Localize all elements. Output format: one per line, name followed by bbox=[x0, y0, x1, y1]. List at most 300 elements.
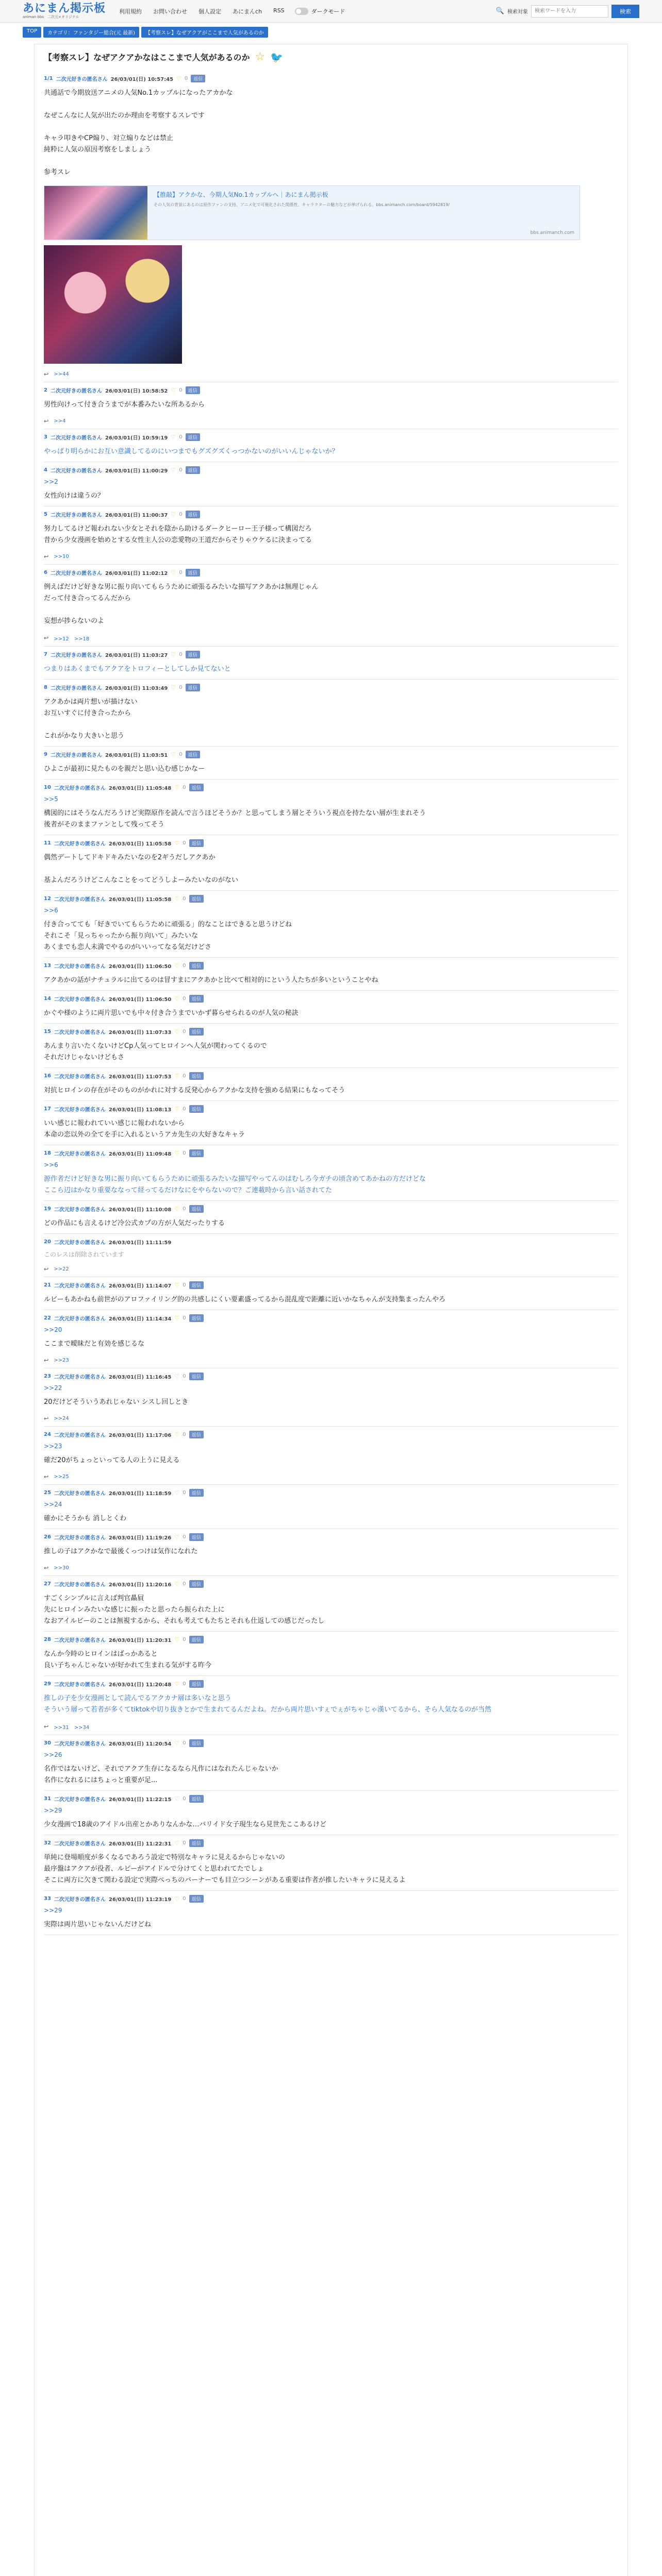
nav-link[interactable]: RSS bbox=[273, 7, 285, 14]
post-number[interactable]: 8 bbox=[44, 685, 47, 690]
post-number[interactable]: 14 bbox=[44, 996, 51, 1002]
like-icon[interactable]: ♡ bbox=[174, 1315, 180, 1321]
post-item bbox=[44, 382, 618, 429]
reply-links[interactable]: >>44 bbox=[54, 371, 69, 377]
post-header bbox=[44, 1205, 618, 1213]
post-number[interactable]: 20 bbox=[44, 1239, 51, 1245]
post-number[interactable]: 24 bbox=[44, 1432, 51, 1437]
reply-button[interactable]: 返信 bbox=[189, 1895, 204, 1903]
post-header bbox=[44, 386, 618, 394]
link-thumbnail[interactable] bbox=[44, 186, 147, 240]
like-icon[interactable]: ♡ bbox=[174, 1206, 180, 1212]
link-preview-card[interactable] bbox=[44, 185, 580, 240]
post-header bbox=[44, 433, 618, 441]
reply-links[interactable]: >>31 >>34 bbox=[54, 1725, 90, 1731]
reply-links[interactable]: >>12 >>18 bbox=[54, 636, 90, 642]
reply-button[interactable]: 返信 bbox=[189, 1028, 204, 1036]
like-icon[interactable]: ♡ bbox=[171, 651, 176, 658]
post-item bbox=[44, 1277, 618, 1310]
like-icon[interactable]: ♡ bbox=[174, 1581, 180, 1587]
reply-links[interactable]: >>10 bbox=[54, 554, 69, 560]
post-date: 26/03/01(日) 11:07:33 bbox=[108, 1030, 172, 1036]
post-header bbox=[44, 1149, 618, 1157]
reply-button[interactable]: 返信 bbox=[186, 751, 200, 758]
like-count: 0 bbox=[183, 1282, 186, 1288]
post-date: 26/03/01(日) 11:06:50 bbox=[108, 997, 172, 1003]
like-count: 0 bbox=[183, 1581, 186, 1587]
reply-button[interactable]: 返信 bbox=[186, 386, 200, 394]
like-count: 0 bbox=[183, 1029, 186, 1035]
reply-anchor[interactable]: >>29 bbox=[44, 1907, 62, 1914]
poster-name: 二次元好きの匿名さん bbox=[50, 571, 102, 577]
post-body: 20だけどそういうあれじゃない シスし回しとき bbox=[44, 1398, 189, 1406]
reply-arrow-icon[interactable]: ↩ bbox=[44, 1266, 49, 1273]
like-icon[interactable]: ♡ bbox=[171, 387, 176, 394]
post-date: 26/03/01(日) 11:03:49 bbox=[105, 686, 168, 691]
post-header bbox=[44, 839, 618, 847]
poster-name: 二次元好きの匿名さん bbox=[54, 1316, 106, 1322]
page-title: 【考察スレ】なぜアクアかなはここまで人気があるのか bbox=[44, 53, 250, 62]
post-item bbox=[44, 1234, 618, 1277]
post-header bbox=[44, 1895, 618, 1903]
post-item bbox=[44, 991, 618, 1024]
post-number[interactable]: 6 bbox=[44, 570, 47, 575]
nav-link[interactable]: あにまんch bbox=[233, 8, 262, 15]
post-number[interactable]: 13 bbox=[44, 963, 51, 969]
post-body: 少女漫画で18歳のアイドル出産とかありなんかな…バリイド女子現生なら見世先ここあるけど bbox=[44, 1821, 326, 1828]
reply-arrow-icon[interactable]: ↩ bbox=[44, 1473, 49, 1480]
post-header bbox=[44, 651, 618, 658]
post-date: 26/03/01(日) 11:22:31 bbox=[108, 1841, 172, 1847]
post-number[interactable]: 10 bbox=[44, 785, 51, 790]
search-input[interactable] bbox=[531, 5, 608, 18]
reply-button[interactable]: 返信 bbox=[189, 1580, 204, 1588]
reply-button[interactable]: 返信 bbox=[189, 1205, 204, 1213]
post-date: 26/03/01(日) 10:58:52 bbox=[105, 388, 168, 394]
breadcrumb-item[interactable]: カテゴリ：ファンタジー総合(元 最新) bbox=[43, 27, 139, 38]
post-date: 26/03/01(日) 11:18:59 bbox=[108, 1491, 172, 1497]
post-image[interactable] bbox=[44, 245, 182, 364]
reply-anchor[interactable]: >>6 bbox=[44, 907, 58, 914]
nav-link[interactable]: 個人設定 bbox=[198, 8, 222, 15]
deleted-notice: このレスは削除されています bbox=[44, 1251, 124, 1258]
post-item bbox=[44, 958, 618, 991]
like-count: 0 bbox=[183, 1896, 186, 1902]
post-body: 推しの子はアクかなで最後くっつけは気作になれた bbox=[44, 1548, 198, 1555]
post-number[interactable]: 31 bbox=[44, 1796, 51, 1802]
poster-name: 二次元好きの匿名さん bbox=[54, 1074, 106, 1080]
reply-links[interactable]: >>30 bbox=[54, 1565, 69, 1571]
post-footer bbox=[44, 1415, 618, 1422]
post-item bbox=[44, 1576, 618, 1632]
reply-button[interactable]: 返信 bbox=[189, 1636, 204, 1643]
logo-subtext: animan bbs 二次元×オリジナル bbox=[23, 14, 79, 19]
post-number[interactable]: 21 bbox=[44, 1282, 51, 1288]
like-count: 0 bbox=[183, 1796, 186, 1802]
reply-button[interactable]: 返信 bbox=[189, 1533, 204, 1541]
post-item bbox=[44, 835, 618, 891]
reply-button[interactable]: 返信 bbox=[189, 1372, 204, 1380]
post-item bbox=[44, 1791, 618, 1835]
post-body: すごくシンプルに言えば判官贔屓 先にヒロインみたいな感じに振ったと思ったら振られた上に なおアイルビーのことは無視するから、それも考えてもたちとそれも仕返しての感じだったし bbox=[44, 1595, 325, 1625]
reply-arrow-icon[interactable]: ↩ bbox=[44, 553, 49, 560]
poster-name: 二次元好きの匿名さん bbox=[54, 1107, 106, 1113]
like-icon[interactable]: ♡ bbox=[174, 1028, 180, 1035]
post-number[interactable]: 1/1 bbox=[44, 76, 53, 81]
like-icon[interactable]: ♡ bbox=[174, 1840, 180, 1846]
reply-button[interactable]: 返信 bbox=[189, 1795, 204, 1803]
post-footer bbox=[44, 418, 618, 425]
like-count: 0 bbox=[183, 1490, 186, 1496]
post-date: 26/03/01(日) 11:11:59 bbox=[108, 1240, 172, 1246]
post-body: つまりはあくまでもアクアをトロフィーとしてしか見てないと bbox=[44, 665, 231, 673]
post-date: 26/03/01(日) 11:14:07 bbox=[108, 1283, 172, 1289]
reply-anchor[interactable]: >>20 bbox=[44, 1326, 62, 1333]
reply-button[interactable]: 返信 bbox=[189, 1839, 204, 1847]
post-item bbox=[44, 429, 618, 462]
post-body: 確だ20がちょっといってる人の上うに見える bbox=[44, 1456, 180, 1464]
like-count: 0 bbox=[179, 570, 183, 575]
post-number[interactable]: 11 bbox=[44, 840, 51, 846]
post-number[interactable]: 15 bbox=[44, 1029, 51, 1035]
reply-anchor[interactable]: >>29 bbox=[44, 1807, 62, 1814]
reply-arrow-icon[interactable]: ↩ bbox=[44, 1723, 49, 1730]
favorite-star-icon[interactable]: ☆ bbox=[255, 50, 266, 63]
reply-arrow-icon[interactable]: ↩ bbox=[44, 635, 49, 641]
logo-text[interactable]: あにまん掲示板 bbox=[23, 2, 106, 15]
reply-button[interactable]: 返信 bbox=[189, 1739, 204, 1747]
like-icon[interactable]: ♡ bbox=[174, 1489, 180, 1496]
reply-button[interactable]: 返信 bbox=[186, 651, 200, 658]
like-count: 0 bbox=[179, 685, 183, 690]
poster-name: 二次元好きの匿名さん bbox=[50, 388, 102, 394]
post-number[interactable]: 16 bbox=[44, 1073, 51, 1079]
post-header bbox=[44, 1739, 618, 1747]
post-date: 26/03/01(日) 11:20:31 bbox=[108, 1638, 172, 1643]
nav-link[interactable]: お問い合わせ bbox=[153, 8, 188, 15]
post-body: かぐや様のように両片思いでも中々付き合うまでいかず暮らせられるのが人気の秘訣 bbox=[44, 1009, 299, 1017]
post-date: 26/03/01(日) 11:07:53 bbox=[108, 1074, 172, 1080]
post-number[interactable]: 23 bbox=[44, 1374, 51, 1379]
toggle-switch[interactable] bbox=[295, 8, 308, 15]
post-body: 対抗ヒロインの存在がそのものがかれに対する反発心からアクかな支持を強める結果にもなってそう bbox=[44, 1087, 345, 1094]
poster-name: 二次元好きの匿名さん bbox=[54, 1535, 106, 1541]
post-header bbox=[44, 1489, 618, 1497]
post-date: 26/03/01(日) 11:06:50 bbox=[108, 964, 172, 970]
post-header bbox=[44, 1795, 618, 1803]
reply-button[interactable]: 返信 bbox=[186, 684, 200, 691]
post-item bbox=[44, 779, 618, 835]
like-icon[interactable]: ♡ bbox=[171, 511, 176, 518]
post-footer bbox=[44, 553, 618, 560]
reply-anchor[interactable]: >>23 bbox=[44, 1443, 62, 1450]
poster-name: 二次元好きの匿名さん bbox=[54, 1283, 106, 1289]
like-count: 0 bbox=[183, 963, 186, 969]
like-icon[interactable]: ♡ bbox=[176, 75, 181, 82]
like-icon[interactable]: ♡ bbox=[174, 895, 180, 902]
post-body: 男性向けって付き合うまでが本番みたいな所あるから bbox=[44, 401, 205, 409]
post-list bbox=[44, 71, 618, 1935]
post-footer bbox=[44, 1723, 618, 1731]
reply-button[interactable]: 返信 bbox=[186, 433, 200, 441]
search-scope-select[interactable]: 検索対象 bbox=[507, 9, 528, 15]
post-date: 26/03/01(日) 11:05:58 bbox=[108, 841, 172, 847]
post-number[interactable]: 30 bbox=[44, 1740, 51, 1746]
post-date: 26/03/01(日) 11:20:16 bbox=[108, 1582, 172, 1588]
post-body: なんか今時のヒロインはばっかあると 良い子ちゃんじゃないが好かれて生まれる気がする昨今 bbox=[44, 1650, 212, 1669]
post-body: どの作品にも言えるけど冷公式カプの方が人気だったりする bbox=[44, 1219, 225, 1227]
post-date: 26/03/01(日) 11:22:15 bbox=[108, 1797, 172, 1803]
post-number[interactable]: 29 bbox=[44, 1681, 51, 1687]
post-body: 確かにそうかも 消しとくわ bbox=[44, 1515, 127, 1522]
like-icon[interactable]: ♡ bbox=[174, 1740, 180, 1747]
site-header bbox=[0, 0, 662, 23]
like-icon[interactable]: ♡ bbox=[174, 840, 180, 846]
post-date: 26/03/01(日) 11:08:13 bbox=[108, 1107, 172, 1113]
post-date: 26/03/01(日) 11:20:48 bbox=[108, 1682, 172, 1688]
like-count: 0 bbox=[183, 1374, 186, 1379]
post-body: やっぱり明らかにお互い意識してるのにいつまでもグズグズくっつかないのがいいんじゃないか？ bbox=[44, 448, 339, 455]
reply-arrow-icon[interactable]: ↩ bbox=[44, 1565, 49, 1571]
like-icon[interactable]: ♡ bbox=[174, 1895, 180, 1902]
post-number[interactable]: 9 bbox=[44, 752, 47, 757]
dark-mode-toggle[interactable] bbox=[295, 7, 345, 15]
like-count: 0 bbox=[179, 512, 183, 517]
post-header bbox=[44, 1636, 618, 1643]
reply-button[interactable]: 返信 bbox=[189, 1105, 204, 1113]
like-icon[interactable]: ♡ bbox=[174, 1681, 180, 1687]
reply-button[interactable]: 返信 bbox=[189, 1489, 204, 1497]
post-item bbox=[44, 1891, 618, 1935]
post-body: 名作ではないけど、それでアクア生存になるなら凡作にはなれたんじゃないか 名作になれるにはちょっと重要が足... bbox=[44, 1765, 278, 1784]
post-header bbox=[44, 1314, 618, 1322]
post-number[interactable]: 25 bbox=[44, 1490, 51, 1496]
poster-name: 二次元好きの匿名さん bbox=[54, 897, 106, 903]
reply-button[interactable]: 返信 bbox=[189, 995, 204, 1003]
post-number[interactable]: 22 bbox=[44, 1315, 51, 1321]
post-header bbox=[44, 1372, 618, 1380]
post-number[interactable]: 28 bbox=[44, 1637, 51, 1642]
like-icon[interactable]: ♡ bbox=[174, 1282, 180, 1289]
reply-button[interactable]: 返信 bbox=[189, 962, 204, 970]
reply-anchor[interactable]: >>22 bbox=[44, 1384, 62, 1392]
breadcrumb-item[interactable]: TOP bbox=[23, 27, 41, 38]
breadcrumb bbox=[0, 23, 662, 42]
reply-button[interactable]: 返信 bbox=[189, 1680, 204, 1688]
reply-button[interactable]: 返信 bbox=[189, 784, 204, 791]
like-icon[interactable]: ♡ bbox=[171, 569, 176, 576]
post-number[interactable]: 2 bbox=[44, 387, 47, 393]
post-footer bbox=[44, 1266, 618, 1273]
poster-name: 二次元好きの匿名さん bbox=[54, 1240, 106, 1246]
like-icon[interactable]: ♡ bbox=[174, 784, 180, 791]
like-count: 0 bbox=[179, 387, 183, 393]
reply-button[interactable]: 返信 bbox=[189, 1149, 204, 1157]
post-item bbox=[44, 1024, 618, 1068]
reply-anchor[interactable]: >>24 bbox=[44, 1501, 62, 1508]
post-header bbox=[44, 962, 618, 970]
reply-anchor[interactable]: >>2 bbox=[44, 478, 58, 485]
post-date: 26/03/01(日) 11:10:08 bbox=[108, 1207, 172, 1213]
reply-links[interactable]: >>4 bbox=[54, 418, 66, 424]
post-number[interactable]: 26 bbox=[44, 1534, 51, 1540]
top-nav bbox=[119, 7, 285, 15]
post-body: 実際は両片思いじゃないんだけどね bbox=[44, 1921, 152, 1928]
post-number[interactable]: 27 bbox=[44, 1581, 51, 1587]
poster-name: 二次元好きの匿名さん bbox=[54, 1797, 106, 1803]
like-count: 0 bbox=[183, 785, 186, 790]
link-description: その人気の背景にあるのは原作ファンの支持、アニメ化で可視化された関係性、キャラクターの魅力などが挙げられる。bbs.animanch.com/board/5942819/ bbox=[154, 202, 450, 207]
like-count: 0 bbox=[183, 1840, 186, 1846]
link-title[interactable]: 【推敲】アクかな、今期人気No.1カップルへ｜あにまん掲示板 bbox=[154, 191, 328, 198]
post-item bbox=[44, 506, 618, 565]
post-date: 26/03/01(日) 10:59:19 bbox=[105, 435, 168, 441]
post-number[interactable]: 33 bbox=[44, 1896, 51, 1902]
post-number[interactable]: 4 bbox=[44, 467, 47, 473]
like-count: 0 bbox=[183, 1681, 186, 1687]
reply-button[interactable]: 返信 bbox=[186, 466, 200, 474]
post-date: 26/03/01(日) 11:03:27 bbox=[105, 653, 168, 658]
post-body: 付き合ってても「好きでいてもらうために頑張る」的なことはできると思うけどね それこそ「見っちゃったから振り向いて」みたいな あくまでも恋人未満でやるのがいいってなる気だけどさ bbox=[44, 921, 292, 951]
search-button[interactable]: 検索 bbox=[611, 5, 639, 18]
like-icon[interactable]: ♡ bbox=[174, 1636, 180, 1643]
nav-link[interactable]: 利用規約 bbox=[119, 8, 142, 15]
poster-name: 二次元好きの匿名さん bbox=[50, 468, 102, 474]
like-icon[interactable]: ♡ bbox=[174, 1431, 180, 1438]
post-body: 共通話で今期放送アニメの人気No.1カップルになったアカかな なぜこんなに人気が出たのか理由を考察するスレです キャラ叩きやCP煽り、対立煽りなどは禁止 純粋に人気の原因考察をしましょう 参考スレ bbox=[44, 89, 233, 176]
like-icon[interactable]: ♡ bbox=[174, 1073, 180, 1079]
post-header bbox=[44, 751, 618, 758]
thread-title-row bbox=[44, 50, 618, 63]
like-count: 0 bbox=[179, 434, 183, 440]
post-header bbox=[44, 569, 618, 577]
like-icon[interactable]: ♡ bbox=[174, 1106, 180, 1112]
reply-arrow-icon[interactable]: ↩ bbox=[44, 371, 49, 378]
like-count: 0 bbox=[183, 1637, 186, 1642]
post-item bbox=[44, 1368, 618, 1427]
like-count: 0 bbox=[183, 1315, 186, 1321]
twitter-share-icon[interactable]: 🐦 bbox=[270, 50, 284, 63]
like-count: 0 bbox=[183, 1206, 186, 1212]
reply-links[interactable]: >>23 bbox=[54, 1358, 69, 1363]
reply-button[interactable]: 返信 bbox=[189, 839, 204, 847]
post-item bbox=[44, 1676, 618, 1735]
post-body: アクあかは両片想いが描けない お互いすぐに付き合ったから これがかなり大きいと思う bbox=[44, 698, 138, 740]
reply-links[interactable]: >>22 bbox=[54, 1266, 69, 1272]
post-item bbox=[44, 891, 618, 958]
reply-button[interactable]: 返信 bbox=[189, 1314, 204, 1322]
reply-arrow-icon[interactable]: ↩ bbox=[44, 1415, 49, 1422]
like-icon[interactable]: ♡ bbox=[174, 995, 180, 1002]
post-body: あんまり言いたくないけどCp人気ってヒロインへ人気が関わってくるので それだけじゃないけどもさ bbox=[44, 1042, 267, 1061]
post-item bbox=[44, 1145, 618, 1201]
post-date: 26/03/01(日) 11:20:54 bbox=[108, 1741, 172, 1747]
site-logo[interactable] bbox=[23, 3, 106, 20]
reply-anchor[interactable]: >>5 bbox=[44, 795, 58, 803]
post-item bbox=[44, 462, 618, 506]
reply-links[interactable]: >>24 bbox=[54, 1416, 69, 1421]
reply-links[interactable]: >>25 bbox=[54, 1474, 69, 1480]
poster-name: 二次元好きの匿名さん bbox=[54, 1682, 106, 1688]
poster-name: 二次元好きの匿名さん bbox=[54, 841, 106, 847]
poster-name: 二次元好きの匿名さん bbox=[54, 1207, 106, 1213]
reply-button[interactable]: 返信 bbox=[189, 1072, 204, 1080]
post-header bbox=[44, 466, 618, 474]
post-item bbox=[44, 71, 618, 382]
reply-anchor[interactable]: >>26 bbox=[44, 1751, 62, 1758]
like-icon[interactable]: ♡ bbox=[171, 434, 176, 440]
post-item bbox=[44, 1735, 618, 1791]
reply-button[interactable]: 返信 bbox=[189, 895, 204, 903]
reply-arrow-icon[interactable]: ↩ bbox=[44, 418, 49, 425]
post-date: 26/03/01(日) 11:05:58 bbox=[108, 897, 172, 903]
post-number[interactable]: 12 bbox=[44, 896, 51, 902]
post-date: 26/03/01(日) 11:00:29 bbox=[105, 468, 168, 474]
post-number[interactable]: 18 bbox=[44, 1150, 51, 1156]
post-date: 26/03/01(日) 11:14:34 bbox=[108, 1316, 172, 1322]
post-body: 単純に登場順度が多くなるであろう設定で特別なキャラに見えるからじゃないの 最序盤はアクアが役者、ルビーがアイドルで分けてくと思われてたでしょ そこに両方に欠きて関わる設定で実際ぺっちのバーナーでも目立つシーンがある重要は作者が推したいキャラに見えるよ bbox=[44, 1854, 406, 1884]
poster-name: 二次元好きの匿名さん bbox=[54, 964, 106, 970]
like-icon[interactable]: ♡ bbox=[171, 751, 176, 758]
like-count: 0 bbox=[184, 76, 188, 81]
reply-arrow-icon[interactable]: ↩ bbox=[44, 1357, 49, 1364]
post-header bbox=[44, 684, 618, 691]
reply-button[interactable]: 返信 bbox=[186, 511, 200, 518]
breadcrumb-item[interactable]: 【考察スレ】なぜアクアがここまで人気があるのか bbox=[141, 27, 268, 38]
search-bar bbox=[496, 5, 639, 18]
like-count: 0 bbox=[179, 752, 183, 757]
post-footer bbox=[44, 1473, 618, 1480]
poster-name: 二次元好きの匿名さん bbox=[54, 1433, 106, 1438]
post-header bbox=[44, 1680, 618, 1688]
dark-mode-label: ダークモード bbox=[311, 8, 345, 15]
like-count: 0 bbox=[183, 1150, 186, 1156]
post-body: 女性向けは違うの？ bbox=[44, 492, 105, 500]
post-header bbox=[44, 1238, 618, 1246]
like-count: 0 bbox=[183, 1740, 186, 1746]
like-icon[interactable]: ♡ bbox=[174, 1150, 180, 1157]
link-domain: bbs.animanch.com bbox=[530, 230, 574, 235]
reply-button[interactable]: 返信 bbox=[191, 75, 205, 82]
like-icon[interactable]: ♡ bbox=[174, 1534, 180, 1540]
post-number[interactable]: 19 bbox=[44, 1206, 51, 1212]
like-icon[interactable]: ♡ bbox=[171, 467, 176, 473]
post-header bbox=[44, 1105, 618, 1113]
post-number[interactable]: 32 bbox=[44, 1840, 51, 1846]
like-icon[interactable]: ♡ bbox=[174, 962, 180, 969]
post-date: 26/03/01(日) 11:16:45 bbox=[108, 1375, 172, 1380]
post-body: 努力してるけど報われない少女とそれを陰から助けるダークヒーロー王子様って構図だろ 昔から少女漫画を始めとする女性主人公の恋愛物の王道だからそりゃウケるに決まってる bbox=[44, 525, 312, 544]
reply-button[interactable]: 返信 bbox=[189, 1431, 204, 1438]
post-number[interactable]: 7 bbox=[44, 652, 47, 657]
poster-name: 二次元好きの匿名さん bbox=[50, 686, 102, 691]
post-body: ここまで曖昧だと有効を感じるな bbox=[44, 1340, 145, 1348]
post-header bbox=[44, 1281, 618, 1289]
poster-name: 二次元好きの匿名さん bbox=[50, 753, 102, 758]
post-number[interactable]: 5 bbox=[44, 512, 47, 517]
post-number[interactable]: 3 bbox=[44, 434, 47, 440]
like-icon[interactable]: ♡ bbox=[174, 1795, 180, 1802]
post-body: アクあかの話がナチュラルに出てるのは冒すまにアクあかと比べて相対的にという人たちが多いということやね bbox=[44, 976, 378, 984]
reply-anchor[interactable]: >>6 bbox=[44, 1161, 58, 1168]
reply-button[interactable]: 返信 bbox=[186, 569, 200, 577]
post-number[interactable]: 17 bbox=[44, 1106, 51, 1112]
post-header bbox=[44, 75, 618, 82]
reply-button[interactable]: 返信 bbox=[189, 1281, 204, 1289]
like-icon[interactable]: ♡ bbox=[171, 684, 176, 691]
post-item bbox=[44, 680, 618, 747]
like-icon[interactable]: ♡ bbox=[174, 1373, 180, 1380]
